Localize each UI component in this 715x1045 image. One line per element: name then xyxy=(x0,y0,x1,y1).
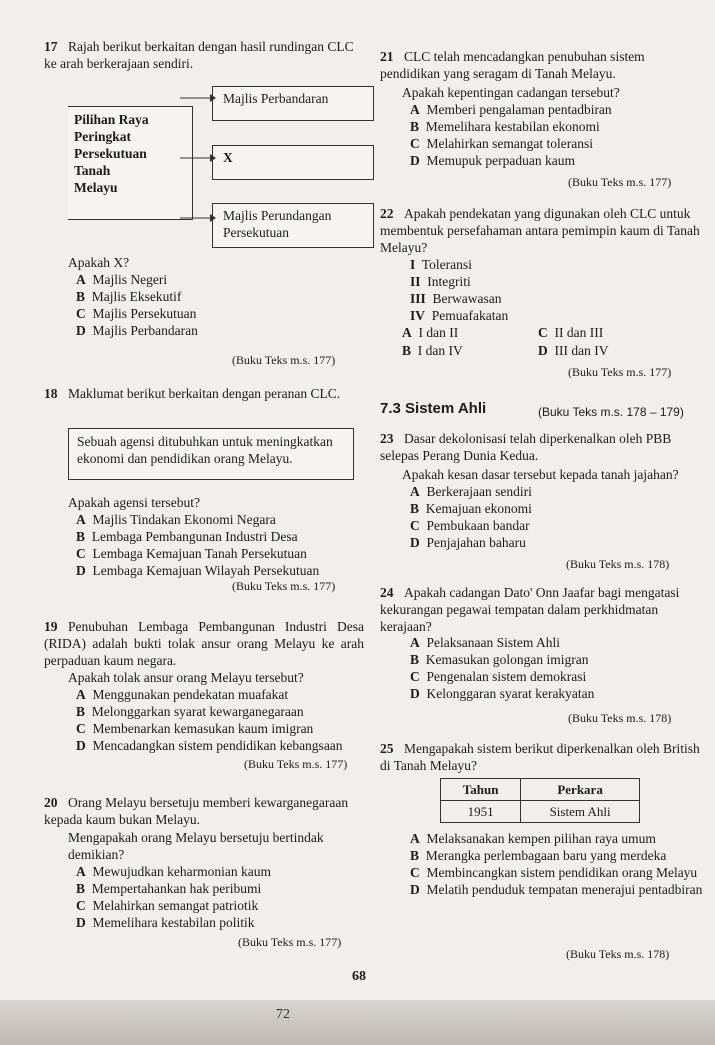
question-text: Apakah kepentingan cadangan tersebut? xyxy=(402,85,620,100)
option-b[interactable]: B Lembaga Pembangunan Industri Desa xyxy=(76,529,298,544)
question-number: 18 xyxy=(44,386,58,401)
option-c[interactable]: C Pembukaan bandar xyxy=(410,518,530,533)
option-a[interactable]: A Mewujudkan keharmonian kaum xyxy=(76,864,271,879)
option-a[interactable]: A Majlis Tindakan Ekonomi Negara xyxy=(76,512,276,527)
diagram-middle-label: X xyxy=(223,150,233,165)
question-21-body xyxy=(402,84,702,169)
question-24-body xyxy=(402,634,702,702)
question-20-body xyxy=(68,829,368,931)
question-17 xyxy=(44,38,364,72)
diagram-arrows xyxy=(176,90,216,240)
option-a[interactable]: A Memberi pengalaman pentadbiran xyxy=(410,102,612,117)
option-d[interactable]: D Memupuk perpaduan kaum xyxy=(410,153,575,168)
option-d[interactable]: D Memelihara kestabilan politik xyxy=(76,915,255,930)
option-d[interactable]: D Lembaga Kemajuan Wilayah Persekutuan xyxy=(76,563,320,578)
option-b[interactable]: B Mempertahankan hak peribumi xyxy=(76,881,262,896)
source-reference: (Buku Teks m.s. 177) xyxy=(244,757,348,771)
statement-ii: II Integriti xyxy=(410,274,471,289)
question-25-body xyxy=(402,830,707,898)
question-stem: CLC telah mencadangkan penubuhan sistem pendidikan yang seragam di Tanah Melayu. xyxy=(380,49,645,81)
table-row xyxy=(441,801,640,823)
question-text: Apakah kesan dasar tersebut kepada tanah jajahan? xyxy=(402,467,679,482)
question-22-items xyxy=(402,256,702,324)
source-reference: (Buku Teks m.s. 177) xyxy=(568,365,672,379)
source-reference: (Buku Teks m.s. 177) xyxy=(238,935,342,949)
option-a[interactable]: A Majlis Negeri xyxy=(76,272,168,287)
diagram-middle-box xyxy=(212,145,374,180)
diagram-bottom-line: Persekutuan xyxy=(223,225,289,240)
diagram-left-box xyxy=(68,106,193,220)
diagram-bottom-box xyxy=(212,203,374,248)
statement-iii: III Berwawasan xyxy=(410,291,502,306)
section-source: (Buku Teks m.s. 178 – 179) xyxy=(538,405,684,419)
question-stem: Rajah berikut berkaitan dengan hasil rundingan CLC ke arah berkerajaan sendiri. xyxy=(44,39,354,71)
question-text: Apakah X? xyxy=(68,255,130,270)
option-d[interactable]: D Melatih penduduk tempatan menerajui pentadbiran xyxy=(410,882,703,897)
question-25 xyxy=(380,740,705,774)
option-c[interactable]: C Membenarkan kemasukan kaum imigran xyxy=(76,721,314,736)
question-number: 21 xyxy=(380,49,394,64)
question-number: 22 xyxy=(380,206,394,221)
option-a[interactable]: A Pelaksanaan Sistem Ahli xyxy=(410,635,560,650)
question-20 xyxy=(44,794,364,828)
question-number: 25 xyxy=(380,741,394,756)
option-b[interactable]: B Memelihara kestabilan ekonomi xyxy=(410,119,600,134)
statement-iv: IV Pemuafakatan xyxy=(410,308,509,323)
option-d[interactable]: D Penjajahan baharu xyxy=(410,535,526,550)
option-b[interactable]: B I dan IV xyxy=(402,343,463,358)
source-reference: (Buku Teks m.s. 178) xyxy=(568,711,672,725)
question-number: 24 xyxy=(380,585,394,600)
option-c[interactable]: C Membincangkan sistem pendidikan orang Melayu xyxy=(410,865,698,880)
question-23-body xyxy=(402,466,707,551)
statement-i: I Toleransi xyxy=(410,257,472,272)
question-stem: Maklumat berikut berkaitan dengan peranan CLC. xyxy=(68,386,341,401)
source-reference: (Buku Teks m.s. 177) xyxy=(232,579,336,593)
question-17-body xyxy=(68,254,363,339)
option-c[interactable]: C Melahirkan semangat toleransi xyxy=(410,136,593,151)
question-24 xyxy=(380,584,705,635)
table-header: Perkara xyxy=(521,779,640,801)
option-c[interactable]: C Majlis Persekutuan xyxy=(76,306,197,321)
diagram-top-label: Majlis Perbandaran xyxy=(223,91,329,106)
question-text: Apakah tolak ansur orang Melayu tersebut? xyxy=(68,670,304,685)
diagram-top-box xyxy=(212,86,374,121)
system-table xyxy=(440,778,640,823)
option-b[interactable]: B Kemajuan ekonomi xyxy=(410,501,532,516)
source-reference: (Buku Teks m.s. 177) xyxy=(232,353,336,367)
question-stem: Dasar dekolonisasi telah diperkenalkan oleh PBB selepas Perang Dunia Kedua. xyxy=(380,431,672,463)
diagram-left-line: Tanah xyxy=(74,163,111,178)
desk-background xyxy=(0,1000,715,1045)
option-d[interactable]: D Kelonggaran syarat kerakyatan xyxy=(410,686,595,701)
option-c[interactable]: C II dan III xyxy=(538,325,604,340)
option-a[interactable]: A Melaksanakan kempen pilihan raya umum xyxy=(410,831,656,846)
question-stem: Penubuhan Lembaga Pembangunan Industri Desa (RIDA) adalah bukti tolak ansur orang Melayu ke arah perpaduan kaum negara. xyxy=(44,619,364,668)
question-number: 17 xyxy=(44,39,58,54)
question-number: 23 xyxy=(380,431,394,446)
question-21 xyxy=(380,48,705,82)
question-19-body xyxy=(68,669,368,754)
table-header-row xyxy=(441,779,640,801)
info-box-text: Sebuah agensi ditubuhkan untuk meningkatkan ekonomi dan pendidikan orang Melayu. xyxy=(77,434,333,466)
question-text: Mengapakah orang Melayu bersetuju bertindak demikian? xyxy=(68,830,324,862)
page-number: 68 xyxy=(352,969,366,984)
diagram-left-line: Peringkat xyxy=(74,129,131,144)
question-18-body xyxy=(68,494,368,579)
option-a[interactable]: A I dan II xyxy=(402,325,459,340)
question-stem: Orang Melayu bersetuju memberi kewarganegaraan kepada kaum bukan Melayu. xyxy=(44,795,349,827)
question-18 xyxy=(44,385,364,402)
option-b[interactable]: B Merangka perlembagaan baru yang merdeka xyxy=(410,848,667,863)
diagram-bottom-line: Majlis Perundangan xyxy=(223,208,332,223)
question-22 xyxy=(380,205,705,256)
table-cell: 1951 xyxy=(441,801,521,823)
diagram-left-line: Persekutuan xyxy=(74,146,147,161)
table-header: Tahun xyxy=(441,779,521,801)
question-number: 20 xyxy=(44,795,58,810)
underlying-page-number: 72 xyxy=(276,1007,290,1022)
question-number: 19 xyxy=(44,619,58,634)
option-c[interactable]: C Pengenalan sistem demokrasi xyxy=(410,669,587,684)
table-cell: Sistem Ahli xyxy=(521,801,640,823)
question-stem: Mengapakah sistem berikut diperkenalkan oleh British di Tanah Melayu? xyxy=(380,741,700,773)
option-b[interactable]: B Majlis Eksekutif xyxy=(76,289,182,304)
option-d[interactable]: D Mencadangkan sistem pendidikan kebangsaan xyxy=(76,738,343,753)
source-reference: (Buku Teks m.s. 177) xyxy=(568,175,672,189)
option-c[interactable]: C Lembaga Kemajuan Tanah Persekutuan xyxy=(76,546,307,561)
option-d[interactable]: D III dan IV xyxy=(538,343,609,358)
question-stem: Apakah pendekatan yang digunakan oleh CLC untuk membentuk persefahaman antara pemimpin kaum di Tanah Melayu? xyxy=(380,206,700,255)
option-b[interactable]: B Kemasukan golongan imigran xyxy=(410,652,589,667)
option-d[interactable]: D Majlis Perbandaran xyxy=(76,323,198,338)
question-text: Apakah agensi tersebut? xyxy=(68,495,200,510)
option-a[interactable]: A Menggunakan pendekatan muafakat xyxy=(76,687,289,702)
diagram-left-line: Pilihan Raya xyxy=(74,112,149,127)
section-title: 7.3 Sistem Ahli xyxy=(380,400,487,417)
source-reference: (Buku Teks m.s. 178) xyxy=(566,557,670,571)
question-19 xyxy=(44,618,364,669)
question-stem: Apakah cadangan Dato' Onn Jaafar bagi mengatasi kekurangan pegawai tempatan dalam perkhidmatan kerajaan? xyxy=(380,585,680,634)
option-a[interactable]: A Berkerajaan sendiri xyxy=(410,484,532,499)
question-23 xyxy=(380,430,705,464)
diagram-left-line: Melayu xyxy=(74,180,118,195)
source-reference: (Buku Teks m.s. 178) xyxy=(566,947,670,961)
option-b[interactable]: B Melonggarkan syarat kewarganegaraan xyxy=(76,704,304,719)
info-box xyxy=(68,428,354,480)
option-c[interactable]: C Melahirkan semangat patriotik xyxy=(76,898,259,913)
